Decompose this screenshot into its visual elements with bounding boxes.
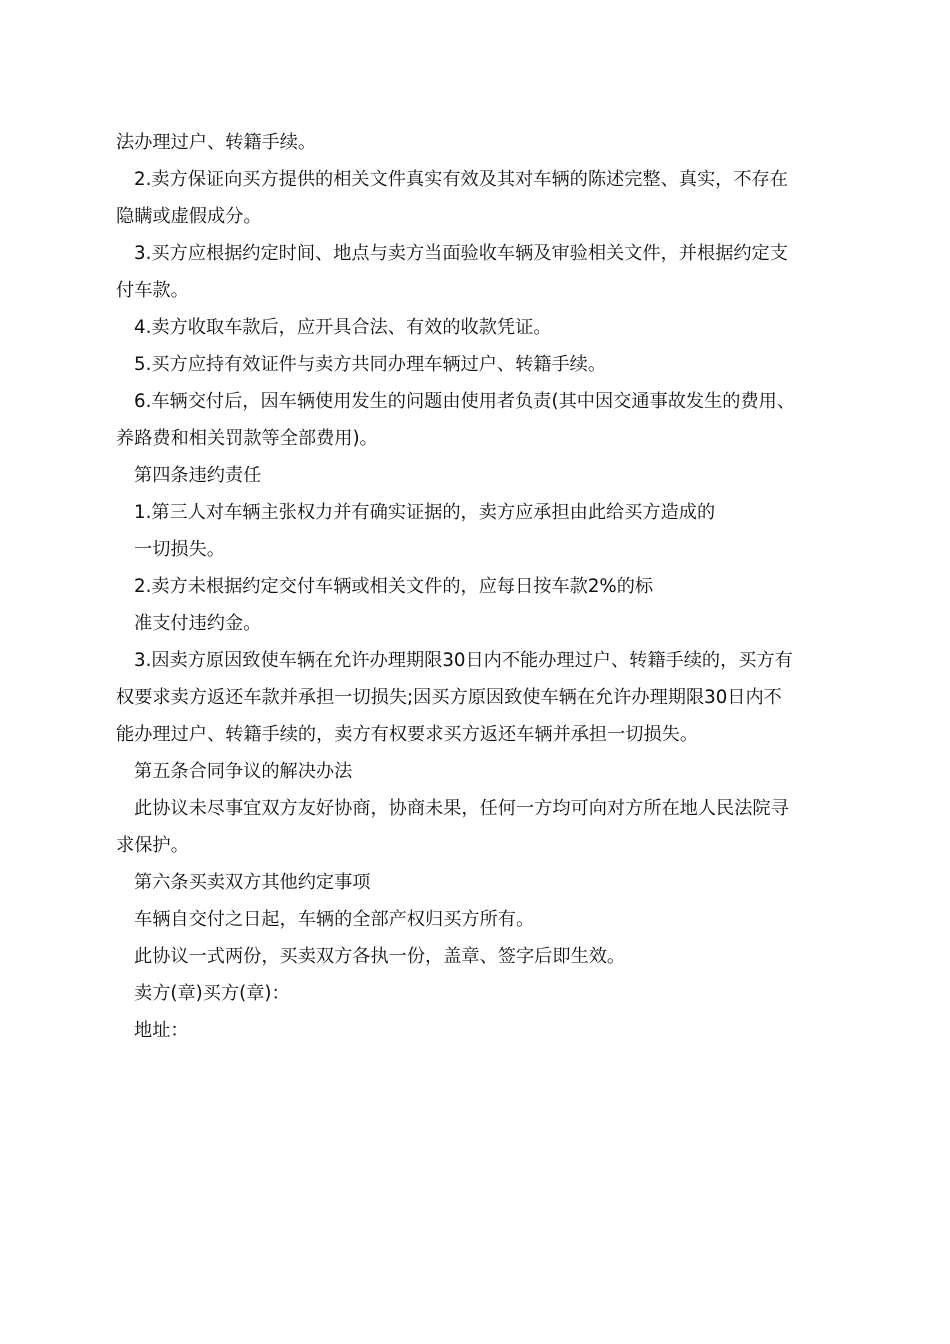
text-line: 能办理过户、转籍手续的，卖方有权要求买方返还车辆并承担一切损失。 <box>116 724 699 745</box>
text-line: 6.车辆交付后，因车辆使用发生的问题由使用者负责(其中因交通事故发生的费用、 <box>134 391 796 412</box>
document-body <box>116 124 838 1049</box>
text-line: 养路费和相关罚款等全部费用)。 <box>116 428 378 449</box>
text-line: 付车款。 <box>116 280 189 301</box>
text-line: 1.第三人对车辆主张权力并有确实证据的，卖方应承担由此给买方造成的 <box>134 502 716 523</box>
text-line: 4.卖方收取车款后，应开具合法、有效的收款凭证。 <box>134 317 552 338</box>
text-line: 准支付违约金。 <box>134 613 262 634</box>
text-line: 一切损失。 <box>134 539 225 560</box>
text-line: 3.买方应根据约定时间、地点与卖方当面验收车辆及审验相关文件，并根据约定支 <box>134 243 788 264</box>
section-heading: 第六条买卖双方其他约定事项 <box>134 872 371 893</box>
text-line: 权要求卖方返还车款并承担一切损失;因买方原因致使车辆在允许办理期限30日内不 <box>116 687 782 708</box>
text-line: 车辆自交付之日起，车辆的全部产权归买方所有。 <box>134 909 535 930</box>
text-line: 隐瞒或虚假成分。 <box>116 206 262 227</box>
address-line: 地址： <box>134 1020 189 1041</box>
text-line: 3.因卖方原因致使车辆在允许办理期限30日内不能办理过户、转籍手续的，买方有 <box>134 650 793 671</box>
text-line: 求保护。 <box>116 835 189 856</box>
text-line: 5.买方应持有效证件与卖方共同办理车辆过户、转籍手续。 <box>134 354 607 375</box>
text-line: 2.卖方保证向买方提供的相关文件真实有效及其对车辆的陈述完整、真实，不存在 <box>134 169 788 190</box>
text-line: 法办理过户、转籍手续。 <box>116 132 317 153</box>
text-line: 此协议一式两份，买卖双方各执一份，盖章、签字后即生效。 <box>134 946 626 967</box>
section-heading: 第四条违约责任 <box>134 465 262 486</box>
text-line: 此协议未尽事宜双方友好协商，协商未果，任何一方均可向对方所在地人民法院寻 <box>134 798 789 819</box>
signature-line: 卖方(章)买方(章)： <box>134 983 290 1004</box>
section-heading: 第五条合同争议的解决办法 <box>134 761 353 782</box>
text-line: 2.卖方未根据约定交付车辆或相关文件的，应每日按车款2%的标 <box>134 576 654 597</box>
